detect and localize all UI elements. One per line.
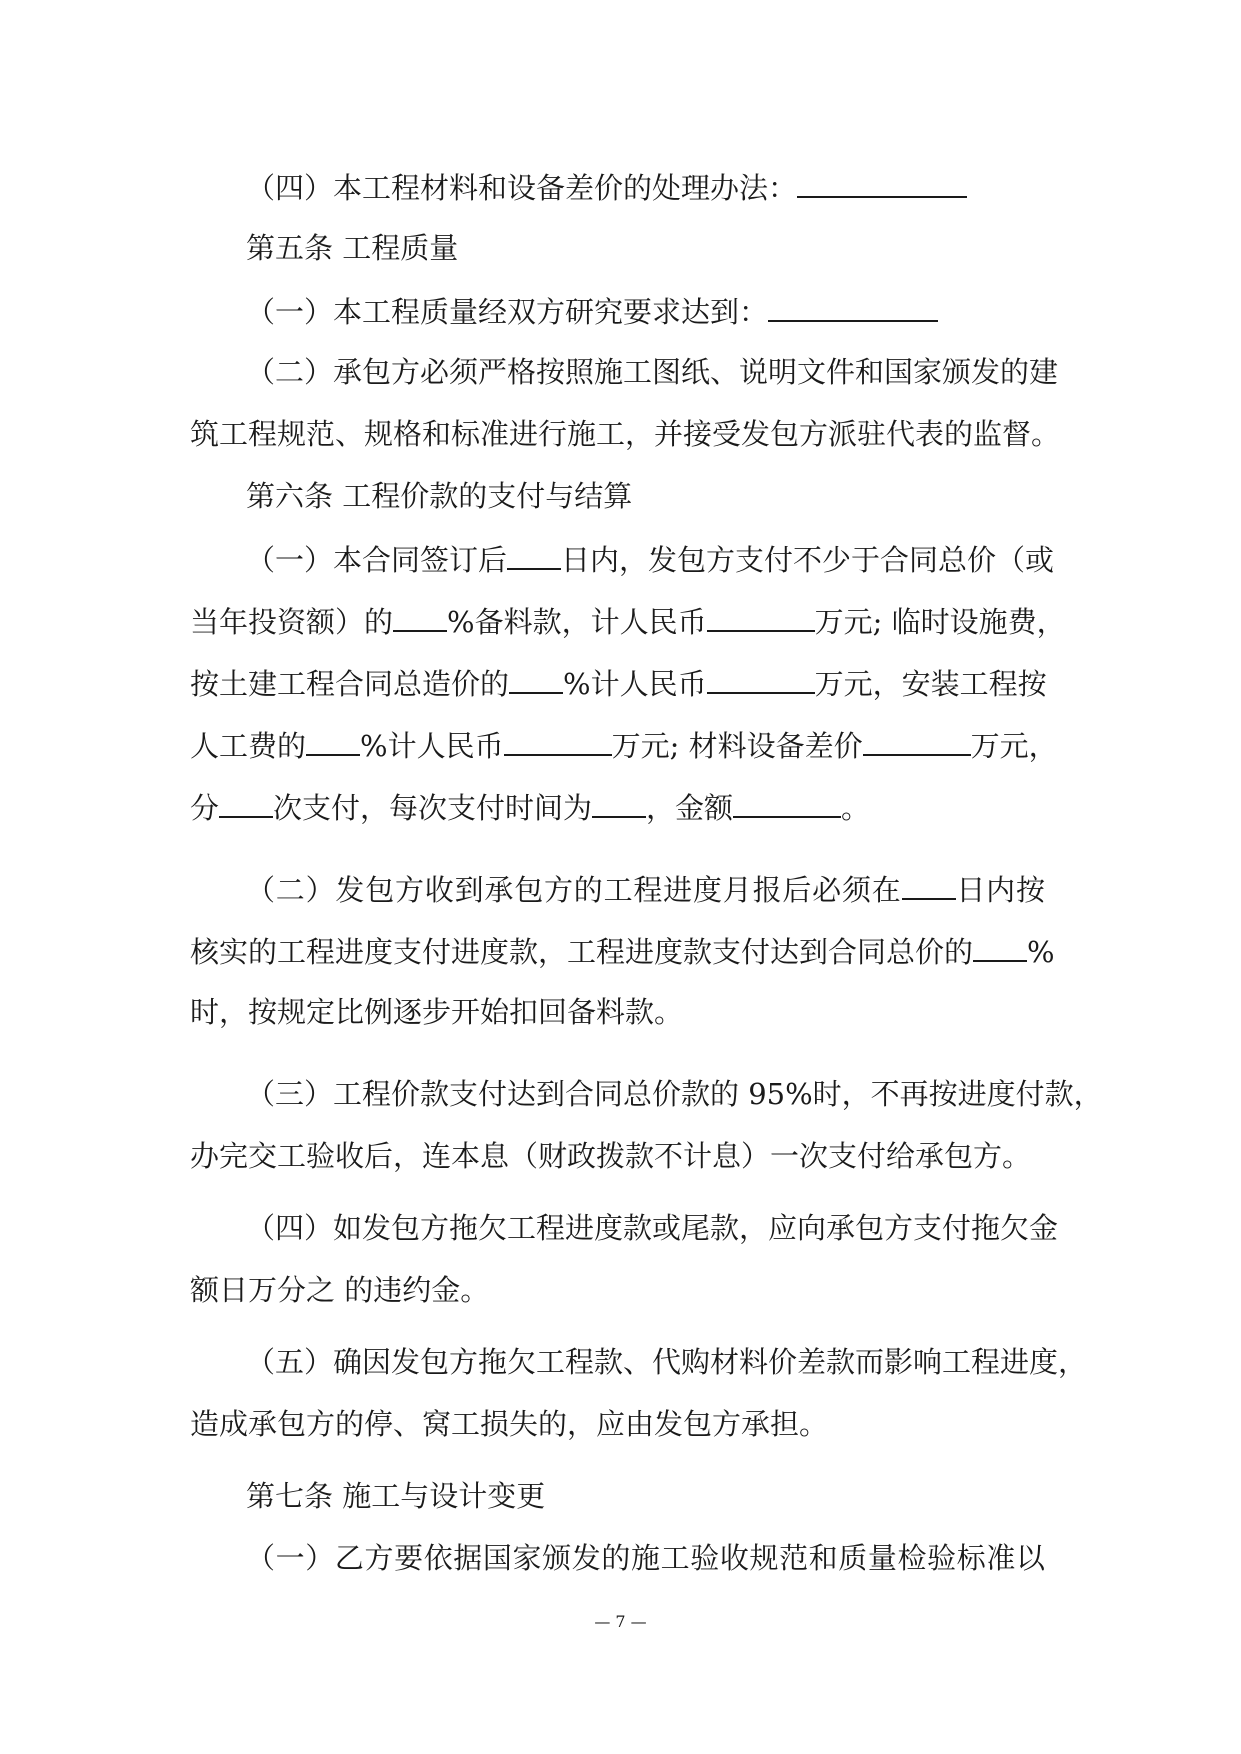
fill-blank [902, 868, 956, 900]
article-6-heading: 第六条 工程价款的支付与结算 [246, 479, 633, 513]
clause-6-2-line-1: （二）发包方收到承包方的工程进度月报后必须在 日内按 [246, 868, 1045, 908]
clause-6-2-line-2: 核实的工程进度支付进度款，工程进度款支付达到合同总价的 % [190, 930, 1045, 970]
clause-6-4-line-2: 额日万分之 的违约金。 [190, 1273, 490, 1307]
clause-5-2-line-2: 筑工程规范、规格和标准进行施工，并接受发包方派驻代表的监督。 [190, 417, 1061, 451]
clause-6-1-line-5: 分 次支付，每次支付时间为 ，金额 。 [190, 786, 870, 826]
fill-blank [509, 662, 563, 694]
clause-6-1-line-3: 按土建工程合同总造价的 %计人民币 万元，安装工程按 [190, 662, 1045, 702]
clause-6-2-line-3: 时，按规定比例逐步开始扣回备料款。 [190, 995, 684, 1029]
fill-blank [733, 786, 841, 818]
page-number: — 7 — [594, 1612, 647, 1631]
clause-5-2-line-1: （二）承包方必须严格按照施工图纸、说明文件和国家颁发的建 [246, 355, 1059, 389]
clause-5-1-quality-requirement: （一）本工程质量经双方研究要求达到： [246, 290, 938, 330]
fill-blank [768, 290, 938, 322]
clause-7-1-line-1: （一）乙方要依据国家颁发的施工验收规范和质量检验标准以 [246, 1541, 1045, 1575]
clause-6-3-line-2: 办完交工验收后，连本息（财政拨款不计息）一次支付给承包方。 [190, 1139, 1032, 1173]
fill-blank [707, 662, 815, 694]
fill-blank [504, 724, 612, 756]
clause-4-4-material-price-difference: （四）本工程材料和设备差价的处理办法： [246, 166, 967, 206]
clause-6-5-line-1: （五）确因发包方拖欠工程款、代购材料价差款而影响工程进度， [246, 1345, 1088, 1379]
clause-6-4-line-1: （四）如发包方拖欠工程进度款或尾款，应向承包方支付拖欠金 [246, 1211, 1059, 1245]
fill-blank [306, 724, 360, 756]
fill-blank [863, 724, 971, 756]
clause-6-1-line-4: 人工费的 %计人民币 万元; 材料设备差价 万元， [190, 724, 1045, 764]
fill-blank [592, 786, 646, 818]
fill-blank [707, 600, 815, 632]
fill-blank [507, 538, 561, 570]
fill-blank [219, 786, 273, 818]
fill-blank [973, 930, 1027, 962]
clause-6-1-line-2: 当年投资额）的 %备料款，计人民币 万元; 临时设施费， [190, 600, 1045, 640]
fill-blank [393, 600, 447, 632]
clause-6-3-line-1: （三）工程价款支付达到合同总价款的 95%时，不再按进度付款， [246, 1077, 1103, 1111]
fill-blank [797, 166, 967, 198]
clause-6-5-line-2: 造成承包方的停、窝工损失的，应由发包方承担。 [190, 1407, 829, 1441]
article-5-heading: 第五条 工程质量 [246, 231, 459, 265]
article-7-heading: 第七条 施工与设计变更 [246, 1479, 546, 1513]
clause-6-1-line-1: （一）本合同签订后 日内，发包方支付不少于合同总价（或 [246, 538, 1045, 578]
